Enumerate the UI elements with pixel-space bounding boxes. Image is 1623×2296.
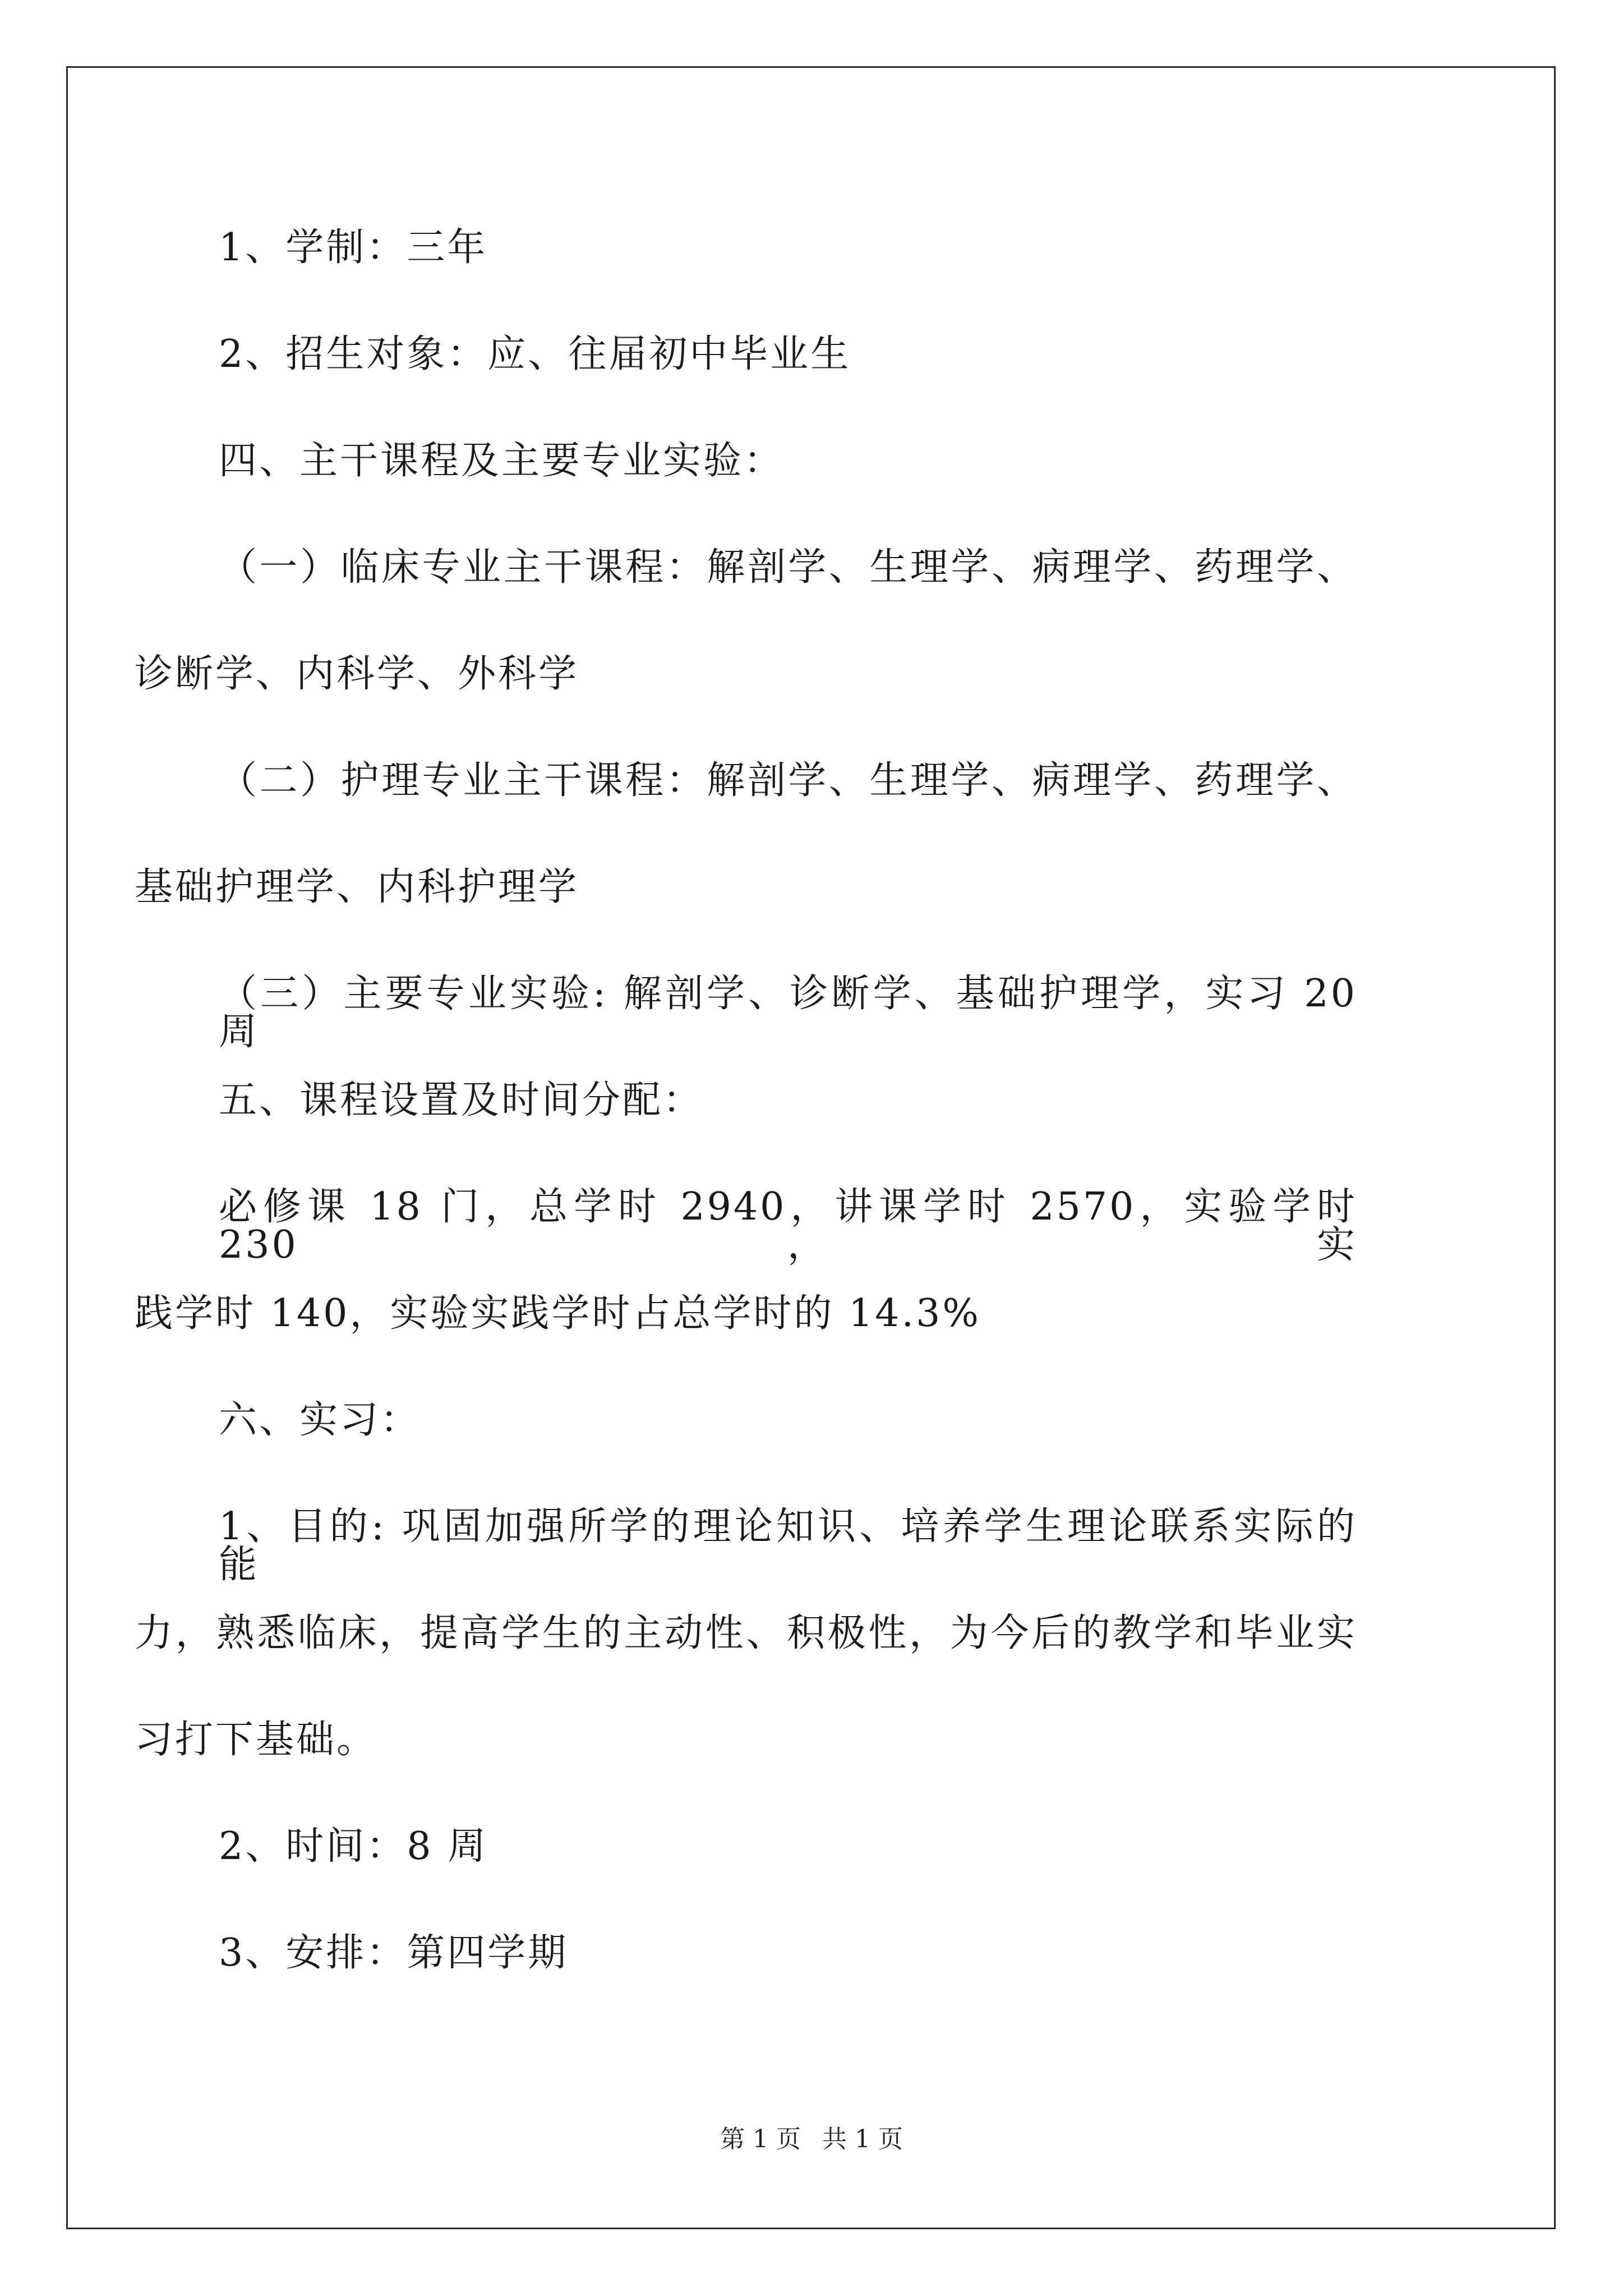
section-heading: 五、课程设置及时间分配： [219, 1078, 704, 1122]
text-line: （二）护理专业主干课程：解剖学、生理学、病理学、药理学、 [219, 758, 1357, 803]
text-line: 基础护理学、内科护理学 [135, 865, 579, 909]
section-heading: 六、实习： [219, 1398, 421, 1442]
text-line: （一）临床专业主干课程：解剖学、生理学、病理学、药理学、 [219, 545, 1357, 590]
text-line: 1、学制：三年 [219, 226, 488, 270]
text-line: 践学时 140，实验实践学时占总学时的 14.3% [135, 1291, 981, 1336]
text-line: 必修课 18 门，总学时 2940，讲课学时 2570，实验学时 230，实 [219, 1185, 1357, 1267]
text-line: 习打下基础。 [135, 1718, 377, 1762]
text-line: 诊断学、内科学、外科学 [135, 652, 579, 696]
text-line: 3、安排：第四学期 [219, 1931, 569, 1975]
page-footer [0, 2127, 1623, 2152]
text-line: 力，熟悉临床，提高学生的主动性、积极性，为今后的教学和毕业实 [135, 1611, 1357, 1655]
section-heading: 四、主干课程及主要专业实验： [219, 439, 785, 483]
page-number: 第 1 页 [720, 2125, 801, 2154]
text-line: 2、时间：8 周 [219, 1824, 488, 1869]
page-border [66, 66, 1556, 2229]
page-total: 共 1 页 [822, 2125, 903, 2154]
text-line: 1、目的: 巩固加强所学的理论知识、培养学生理论联系实际的能 [219, 1504, 1357, 1587]
text-line: 2、招生对象：应、往届初中毕业生 [219, 332, 851, 376]
text-line: （三）主要专业实验: 解剖学、诊断学、基础护理学，实习 20 周 [219, 972, 1357, 1054]
